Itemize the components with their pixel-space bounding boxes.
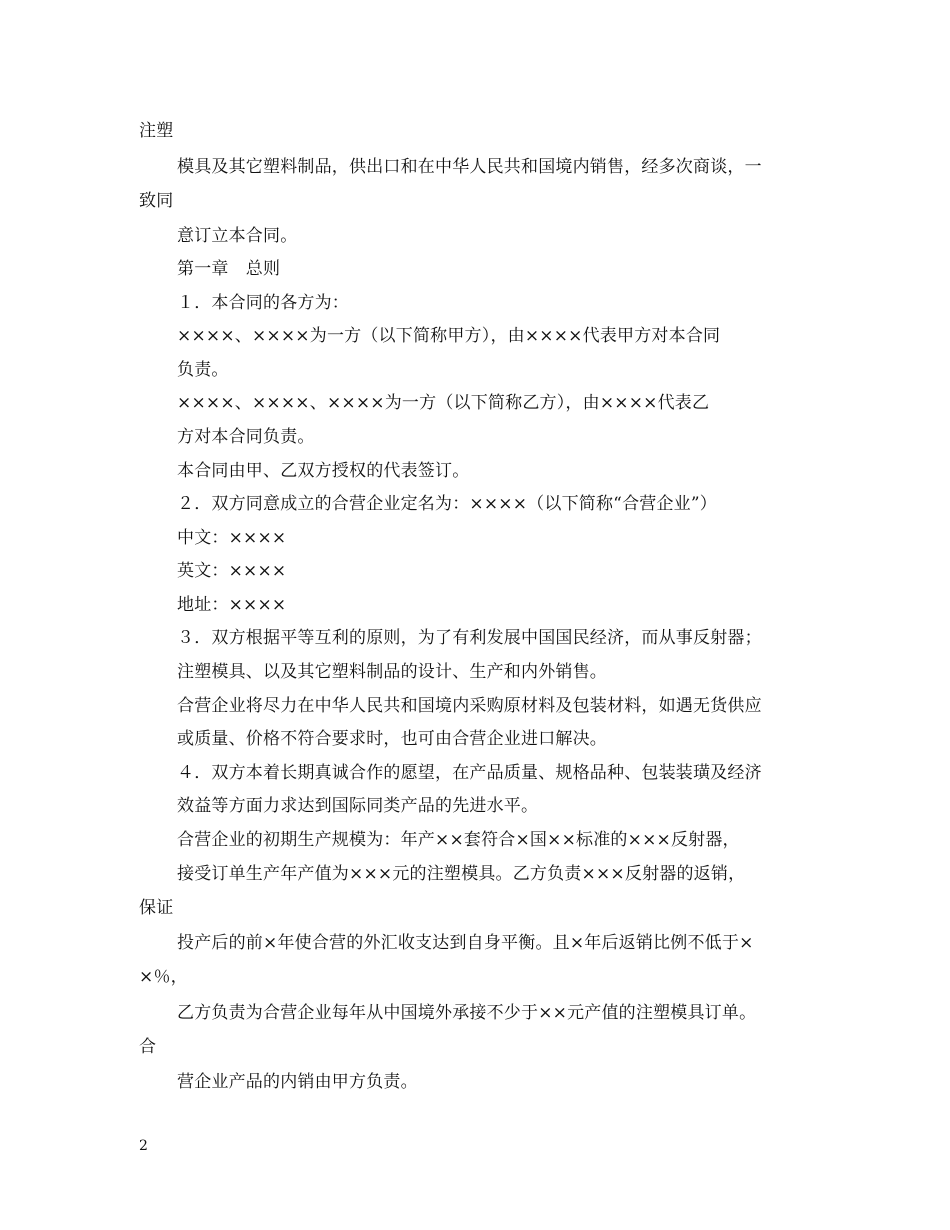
text-line: 模具及其它塑料制品，供出口和在中华人民共和国境内销售，经多次商谈，一 (177, 157, 762, 177)
section-heading: 第一章 总则 (177, 259, 281, 279)
text-line: 效益等方面力求达到国际同类产品的先进水平。 (177, 796, 539, 816)
text-line: 地址：×××× (177, 595, 287, 615)
text-line: 乙方负责为合营企业每年从中国境外承接不少于××元产值的注塑模具订单。 (177, 1003, 757, 1023)
text-line: 英文：×××× (177, 561, 287, 581)
text-line: 合营企业将尽力在中华人民共和国境内采购原材料及包装材料，如遇无货供应 (177, 696, 762, 716)
text-line: ４．双方本着长期真诚合作的愿望，在产品质量、规格品种、包装装璜及经济 (177, 763, 762, 783)
text-line: 合营企业的初期生产规模为：年产××套符合×国××标准的×××反射器， (177, 830, 740, 850)
text-line: ２．双方同意成立的合营企业定名为：××××（以下简称“合营企业”） (177, 494, 717, 514)
text-line: ××××、××××、××××为一方（以下简称乙方），由××××代表乙 (177, 393, 710, 413)
text-line: 方对本合同负责。 (177, 427, 315, 447)
text-line: 投产后的前×年使合营的外汇收支达到自身平衡。且×年后返销比例不低于× (177, 933, 754, 953)
page-number: 2 (139, 1138, 148, 1154)
text-line: 注塑 (139, 121, 174, 141)
text-line: 本合同由甲、乙双方授权的代表签订。 (177, 461, 470, 481)
text-line: 保证 (139, 898, 174, 918)
text-line: 负责。 (177, 360, 229, 380)
text-line: 营企业产品的内销由甲方负责。 (177, 1072, 418, 1092)
text-line: 或质量、价格不符合要求时，也可由合营企业进口解决。 (177, 729, 607, 749)
text-line: ××××、××××为一方（以下简称甲方），由××××代表甲方对本合同 (177, 326, 721, 346)
text-line: ×％， (139, 967, 188, 987)
text-line: ３．双方根据平等互利的原则，为了有利发展中国国民经济，而从事反射器； (177, 628, 762, 648)
text-line: １．本合同的各方为： (177, 293, 349, 313)
text-line: 致同 (139, 191, 174, 211)
text-line: 接受订单生产年产值为×××元的注塑模具。乙方负责×××反射器的返销， (177, 864, 746, 884)
text-line: 合 (139, 1037, 157, 1057)
text-line: 中文：×××× (177, 528, 287, 548)
text-line: 注塑模具、以及其它塑料制品的设计、生产和内外销售。 (177, 662, 607, 682)
text-line: 意订立本合同。 (177, 226, 298, 246)
